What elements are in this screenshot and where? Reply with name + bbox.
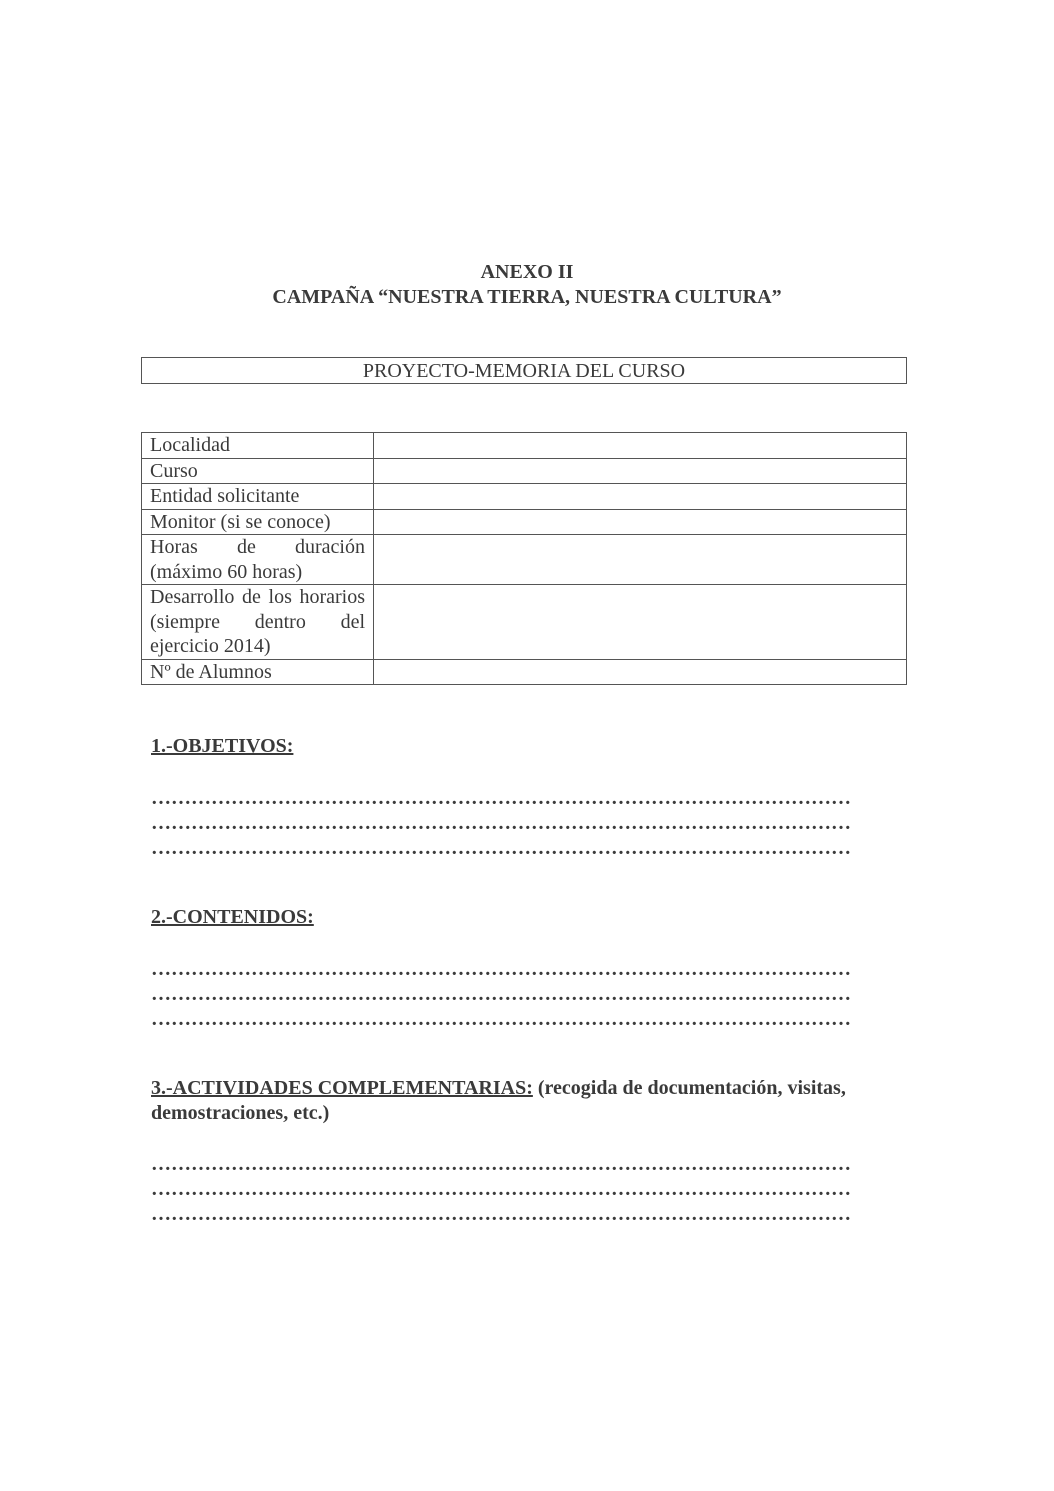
table-row xyxy=(142,458,907,484)
section-activities-heading xyxy=(151,1076,896,1126)
contents-heading-text: 2.-CONTENIDOS: xyxy=(151,906,314,928)
row-value-course[interactable] xyxy=(374,458,907,484)
contents-dot-line[interactable]: …………………………………………………………………………………………… xyxy=(151,958,851,980)
activities-dot-line[interactable]: …………………………………………………………………………………………… xyxy=(151,1203,851,1225)
activities-dot-line[interactable]: …………………………………………………………………………………………… xyxy=(151,1153,851,1175)
contents-dot-line[interactable]: …………………………………………………………………………………………… xyxy=(151,1008,851,1030)
row-value-hours[interactable] xyxy=(374,535,907,585)
table-row xyxy=(142,659,907,685)
objectives-dot-line[interactable]: …………………………………………………………………………………………… xyxy=(151,837,851,859)
row-label-monitor: Monitor (si se conoce) xyxy=(142,509,374,535)
objectives-dot-line[interactable]: …………………………………………………………………………………………… xyxy=(151,787,851,809)
row-value-monitor[interactable] xyxy=(374,509,907,535)
table-row xyxy=(142,484,907,510)
row-label-course: Curso xyxy=(142,458,374,484)
section-contents-heading xyxy=(151,905,896,930)
objectives-heading-text: 1.-OBJETIVOS: xyxy=(151,735,294,757)
contents-dot-line[interactable]: …………………………………………………………………………………………… xyxy=(151,983,851,1005)
section-objectives-heading xyxy=(151,734,896,759)
row-label-hours: Horas de duración (máximo 60 horas) xyxy=(142,535,374,585)
row-value-locality[interactable] xyxy=(374,433,907,459)
table-row xyxy=(142,535,907,585)
row-value-students[interactable] xyxy=(374,659,907,685)
row-value-schedule[interactable] xyxy=(374,585,907,660)
objectives-dot-line[interactable]: …………………………………………………………………………………………… xyxy=(151,812,851,834)
row-label-entity: Entidad solicitante xyxy=(142,484,374,510)
row-label-students: Nº de Alumnos xyxy=(142,659,374,685)
course-info-table xyxy=(141,432,907,685)
activities-heading-text: 3.-ACTIVIDADES COMPLEMENTARIAS: xyxy=(151,1077,533,1099)
table-row xyxy=(142,433,907,459)
row-label-locality: Localidad xyxy=(142,433,374,459)
annex-title: ANEXO II xyxy=(480,261,574,283)
activities-heading-note: (recogida de documentación, visitas, demostraciones, etc.) xyxy=(151,1077,846,1124)
table-row xyxy=(142,585,907,660)
campaign-title: CAMPAÑA “NUESTRA TIERRA, NUESTRA CULTURA” xyxy=(272,286,782,308)
activities-dot-line[interactable]: …………………………………………………………………………………………… xyxy=(151,1178,851,1200)
table-row xyxy=(142,509,907,535)
row-label-schedule: Desarrollo de los horarios (siempre dentro del ejercicio 2014) xyxy=(142,585,374,660)
project-title-box: PROYECTO-MEMORIA DEL CURSO xyxy=(141,357,907,384)
row-value-entity[interactable] xyxy=(374,484,907,510)
